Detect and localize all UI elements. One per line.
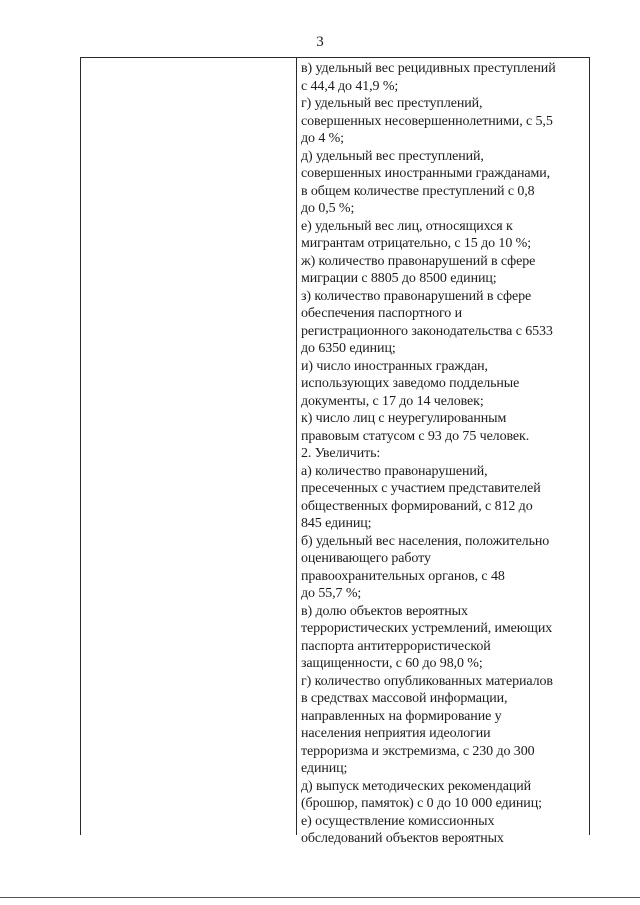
text-line: в средствах массовой информации, bbox=[301, 691, 508, 706]
text-line: с 44,4 до 41,9 %; bbox=[301, 78, 399, 94]
text-line: до 0,5 %; bbox=[301, 201, 355, 216]
text-line: и) число иностранных граждан, bbox=[301, 358, 488, 374]
text-line: населения неприятия идеологии bbox=[301, 726, 491, 741]
text-line: террористических устремлений, имеющих bbox=[301, 621, 553, 636]
text-line: направленных на формирование у bbox=[301, 708, 502, 724]
text-line: оценивающего работу bbox=[301, 551, 431, 566]
text-line: терроризма и экстремизма, с 230 до 300 bbox=[301, 743, 535, 759]
text-line: д) удельный вес преступлений, bbox=[301, 148, 484, 164]
text-line: правоохранительных органов, с 48 bbox=[301, 568, 505, 584]
text-line: до 4 %; bbox=[301, 131, 344, 146]
text-line: е) осуществление комиссионных bbox=[301, 813, 495, 829]
page-number: 3 bbox=[316, 34, 324, 50]
text-line: миграции с 8805 до 8500 единиц; bbox=[301, 271, 497, 286]
text-line: д) выпуск методических рекомендаций bbox=[301, 778, 532, 794]
text-line: 845 единиц; bbox=[301, 516, 372, 531]
text-line: регистрационного законодательства с 6533 bbox=[301, 323, 553, 339]
table-left-cell bbox=[81, 58, 297, 835]
text-line: использующих заведомо поддельные bbox=[301, 376, 520, 391]
text-line: обеспечения паспортного и bbox=[301, 306, 462, 321]
text-line: совершенных несовершеннолетними, с 5,5 bbox=[301, 113, 553, 129]
text-line: защищенности, с 60 до 98,0 %; bbox=[301, 656, 483, 671]
text-line: в) долю объектов вероятных bbox=[301, 603, 468, 619]
text-line: общественных формирований, с 812 до bbox=[301, 498, 533, 514]
text-line: г) удельный вес преступлений, bbox=[301, 96, 483, 111]
text-line: 2. Увеличить: bbox=[301, 446, 381, 461]
document-table bbox=[80, 57, 590, 846]
text-line: (брошюр, памяток) с 0 до 10 000 единиц; bbox=[301, 796, 542, 811]
text-line: г) количество опубликованных материалов bbox=[301, 673, 553, 689]
text-line: в общем количестве преступлений с 0,8 bbox=[301, 183, 535, 199]
text-line: в) удельный вес рецидивных преступлений bbox=[301, 61, 556, 76]
text-line: документы, с 17 до 14 человек; bbox=[301, 393, 484, 409]
text-line: до 6350 единиц; bbox=[301, 341, 396, 356]
text-line: до 55,7 %; bbox=[301, 586, 362, 601]
text-line: мигрантам отрицательно, с 15 до 10 %; bbox=[301, 236, 531, 251]
text-line: б) удельный вес населения, положительно bbox=[301, 533, 550, 549]
text-line: к) число лиц с неурегулированным bbox=[301, 411, 507, 426]
text-line: з) количество правонарушений в сфере bbox=[301, 288, 532, 304]
page-bottom-rule bbox=[0, 897, 640, 898]
text-line: пресеченных с участием представителей bbox=[301, 481, 541, 496]
text-line: единиц; bbox=[301, 761, 348, 776]
text-line: обследований объектов вероятных bbox=[301, 831, 504, 846]
table-right-cell bbox=[297, 58, 589, 846]
text-line: а) количество правонарушений, bbox=[301, 463, 488, 479]
text-line: совершенных иностранными гражданами, bbox=[301, 166, 551, 181]
text-line: паспорта антитеррористической bbox=[301, 638, 491, 654]
text-line: е) удельный вес лиц, относящихся к bbox=[301, 218, 513, 234]
text-line: ж) количество правонарушений в сфере bbox=[301, 253, 536, 269]
text-line: правовым статусом с 93 до 75 человек. bbox=[301, 428, 530, 444]
